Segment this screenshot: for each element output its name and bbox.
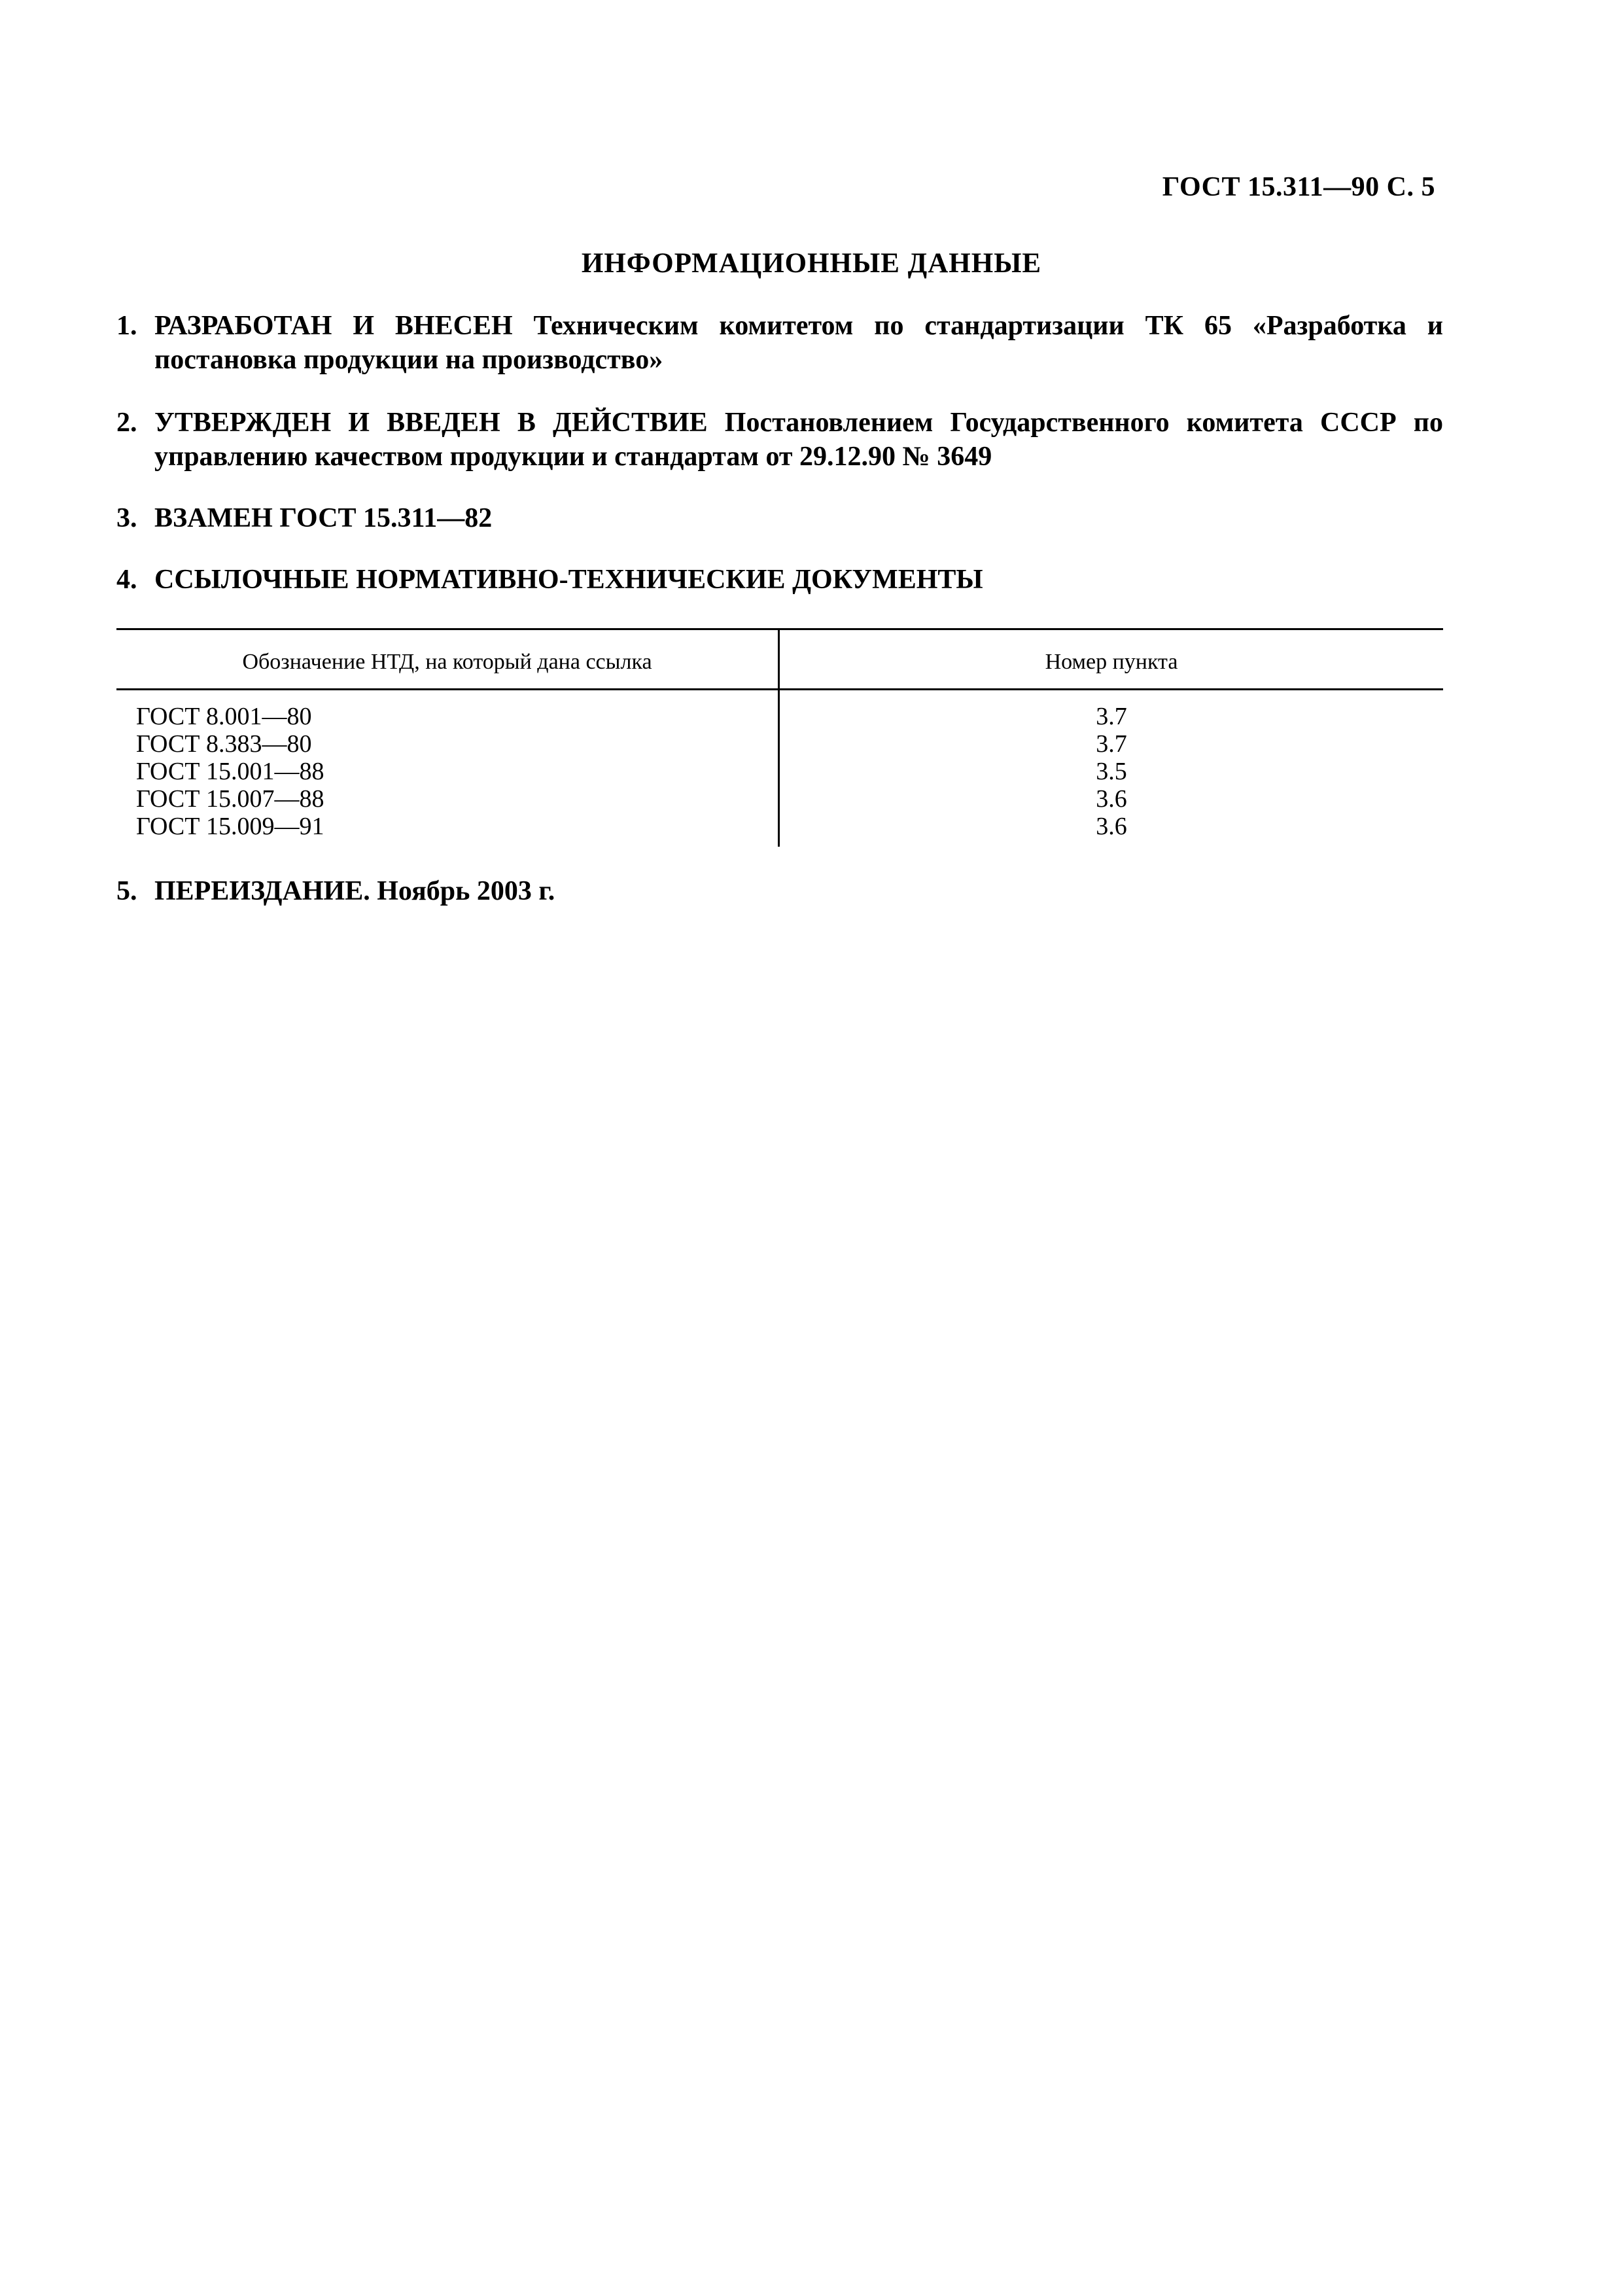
table-cell-document: ГОСТ 8.001—80 bbox=[136, 703, 312, 730]
section-body bbox=[154, 501, 1443, 535]
section-1 bbox=[116, 309, 1443, 377]
section-lead: УТВЕРЖДЕН И ВВЕДЕН В ДЕЙСТВИЕ bbox=[154, 408, 708, 438]
section-number: 4. bbox=[116, 565, 137, 595]
section-3 bbox=[116, 501, 1443, 535]
table-cell-clause: 3.5 bbox=[1096, 758, 1127, 785]
table-row bbox=[116, 703, 1443, 730]
section-number: 2. bbox=[116, 408, 137, 438]
section-5 bbox=[116, 874, 1443, 908]
table-top-rule bbox=[116, 628, 1443, 630]
section-body bbox=[154, 309, 1443, 377]
document-title: ИНФОРМАЦИОННЫЕ ДАННЫЕ bbox=[581, 248, 1042, 279]
section-text: Техническим комитетом по стандартизации ТК 65 «Разработка и постановка продукции на производство» bbox=[154, 311, 1443, 375]
section-number: 1. bbox=[116, 311, 137, 341]
section-body bbox=[154, 563, 1443, 597]
reference-table bbox=[116, 628, 1443, 847]
table-cell-document: ГОСТ 15.009—91 bbox=[136, 813, 324, 840]
table-row bbox=[116, 813, 1443, 840]
table-cell-document: ГОСТ 15.007—88 bbox=[136, 785, 324, 813]
table-row bbox=[116, 785, 1443, 813]
table-cell-clause: 3.7 bbox=[1096, 703, 1127, 730]
section-4 bbox=[116, 563, 1443, 597]
table-row bbox=[116, 758, 1443, 785]
section-number: 3. bbox=[116, 503, 137, 533]
section-lead: ПЕРЕИЗДАНИЕ. Ноябрь 2003 г. bbox=[154, 876, 555, 906]
table-header-document: Обозначение НТД, на который дана ссылка bbox=[242, 650, 652, 674]
table-header-clause: Номер пункта bbox=[1045, 650, 1178, 674]
table-cell-clause: 3.7 bbox=[1096, 730, 1127, 758]
section-body bbox=[154, 406, 1443, 474]
table-cell-clause: 3.6 bbox=[1096, 813, 1127, 840]
section-2 bbox=[116, 406, 1443, 474]
table-cell-document: ГОСТ 15.001—88 bbox=[136, 758, 324, 785]
section-body bbox=[154, 874, 1443, 908]
section-text: Постановлением Государственного комитета СССР по управлению качеством продукции и стандартам от 29.12.90 № 3649 bbox=[154, 408, 1443, 472]
page-header: ГОСТ 15.311—90 С. 5 bbox=[1162, 172, 1435, 202]
table-row bbox=[116, 730, 1443, 758]
section-lead: ССЫЛОЧНЫЕ НОРМАТИВНО-ТЕХНИЧЕСКИЕ ДОКУМЕНТЫ bbox=[154, 565, 983, 595]
section-number: 5. bbox=[116, 876, 137, 906]
section-lead: РАЗРАБОТАН И ВНЕСЕН bbox=[154, 311, 513, 341]
section-lead: ВЗАМЕН ГОСТ 15.311—82 bbox=[154, 503, 493, 533]
table-body bbox=[116, 703, 1443, 840]
table-header-rule bbox=[116, 688, 1443, 690]
table-cell-document: ГОСТ 8.383—80 bbox=[136, 730, 312, 758]
table-cell-clause: 3.6 bbox=[1096, 785, 1127, 813]
